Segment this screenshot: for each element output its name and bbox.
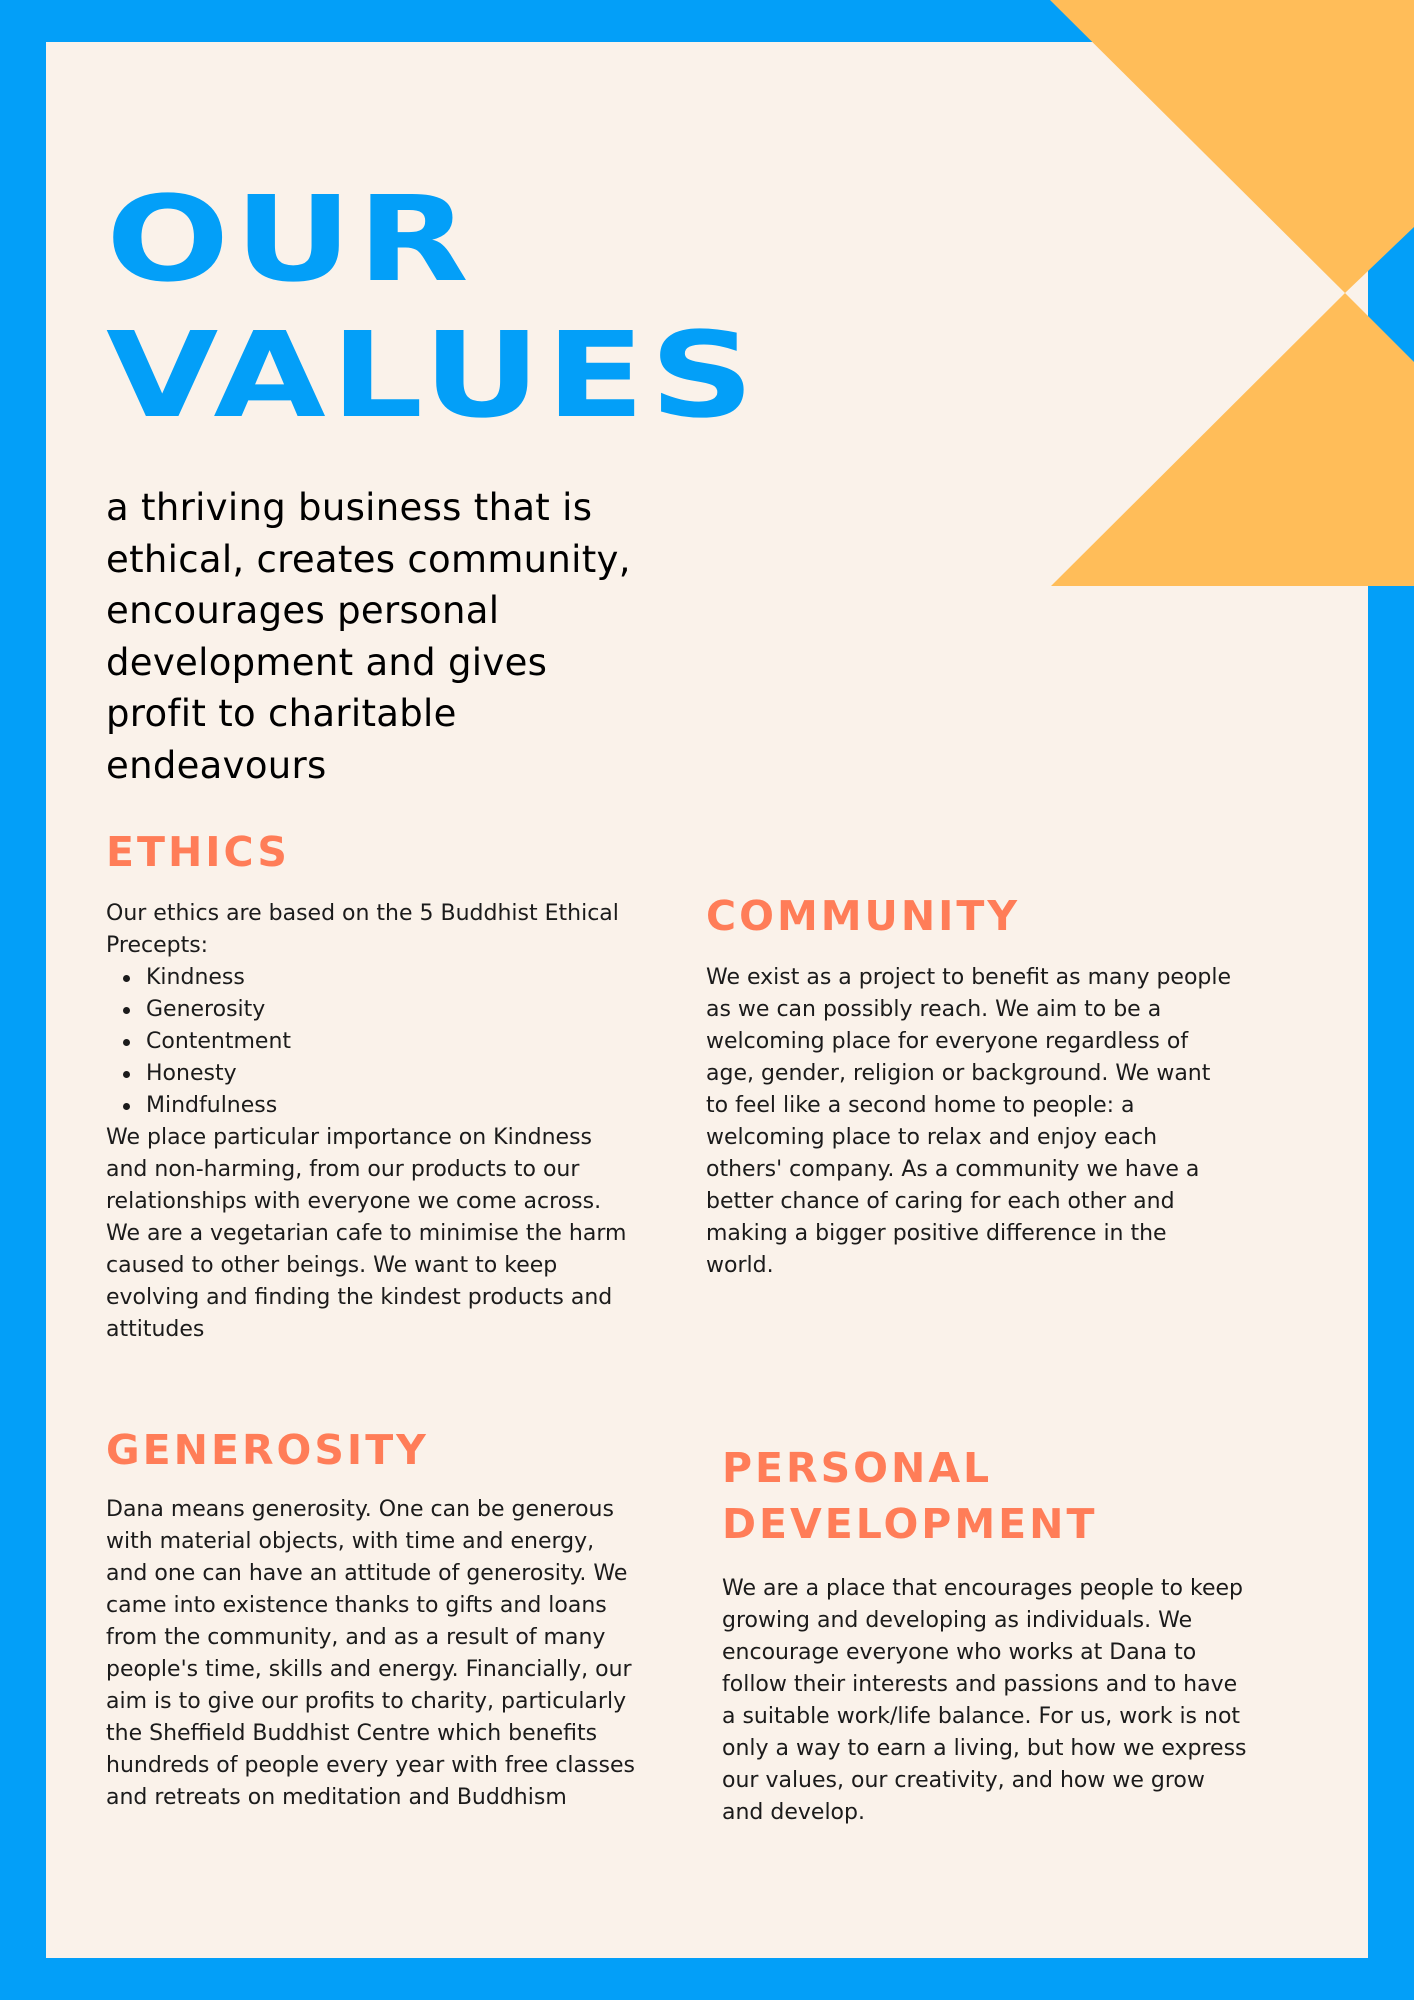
precept-item: Contentment — [106, 1026, 636, 1058]
precept-item: Honesty — [106, 1058, 636, 1090]
tagline: a thriving business that is ethical, creates community, encourages personal development and gives profit to charitable endeavours — [106, 486, 631, 787]
precept-item: Kindness — [106, 962, 636, 994]
generosity-paragraph: Dana means generosity. One can be generous with material objects, with time and energy, and one can have an attitude of generosity. We came into existence thanks to gifts and loans from the community, and as a result of many people's time, skills and energy. Financially, our aim is to give our profits to charity, particularly the Sheffield Buddhist Centre which benefits hundreds of people every year with free classes and retreats on meditation and Buddhism — [106, 1497, 635, 1810]
ethics-intro: Our ethics are based on the 5 Buddhist Ethical Precepts: — [106, 901, 619, 958]
title-line-values: VALUES — [106, 306, 760, 444]
community-section-body — [706, 962, 1236, 1282]
generosity-section-body — [106, 1494, 636, 1814]
ethics-section-body — [106, 898, 636, 1346]
community-heading: COMMUNITY — [706, 892, 1021, 940]
ethics-heading: ETHICS — [106, 828, 290, 876]
personal-development-paragraph: We are a place that encourages people to keep growing and developing as individuals. We encourage everyone who works at Dana to follow their interests and passions and to have a suitable work/life balance. For us, work is not only a way to earn a living, but how we express our values, our creativity, and how we grow and develop. — [722, 1576, 1247, 1825]
precept-item: Generosity — [106, 994, 636, 1026]
generosity-heading: GENEROSITY — [106, 1426, 429, 1474]
personal-development-heading: PERSONAL DEVELOPMENT — [722, 1444, 1098, 1548]
personal-development-section-body — [722, 1573, 1252, 1829]
ethics-paragraph: We place particular importance on Kindness and non-harming, from our products to our relationships with everyone we come across. We are a vegetarian cafe to minimise the harm caused to other beings. We want to keep evolving and finding the kindest products and attitudes — [106, 1125, 627, 1342]
community-paragraph: We exist as a project to benefit as many people as we can possibly reach. We aim to be a welcoming place for everyone regardless of age, gender, religion or background. We want to feel like a second home to people: a welcoming place to relax and enjoy each others' company. As a community we have a better chance of caring for each other and making a bigger positive difference in the world. — [706, 965, 1232, 1278]
precepts-list — [106, 962, 636, 1122]
title-line-our: OUR — [106, 170, 474, 308]
precept-item: Mindfulness — [106, 1090, 636, 1122]
